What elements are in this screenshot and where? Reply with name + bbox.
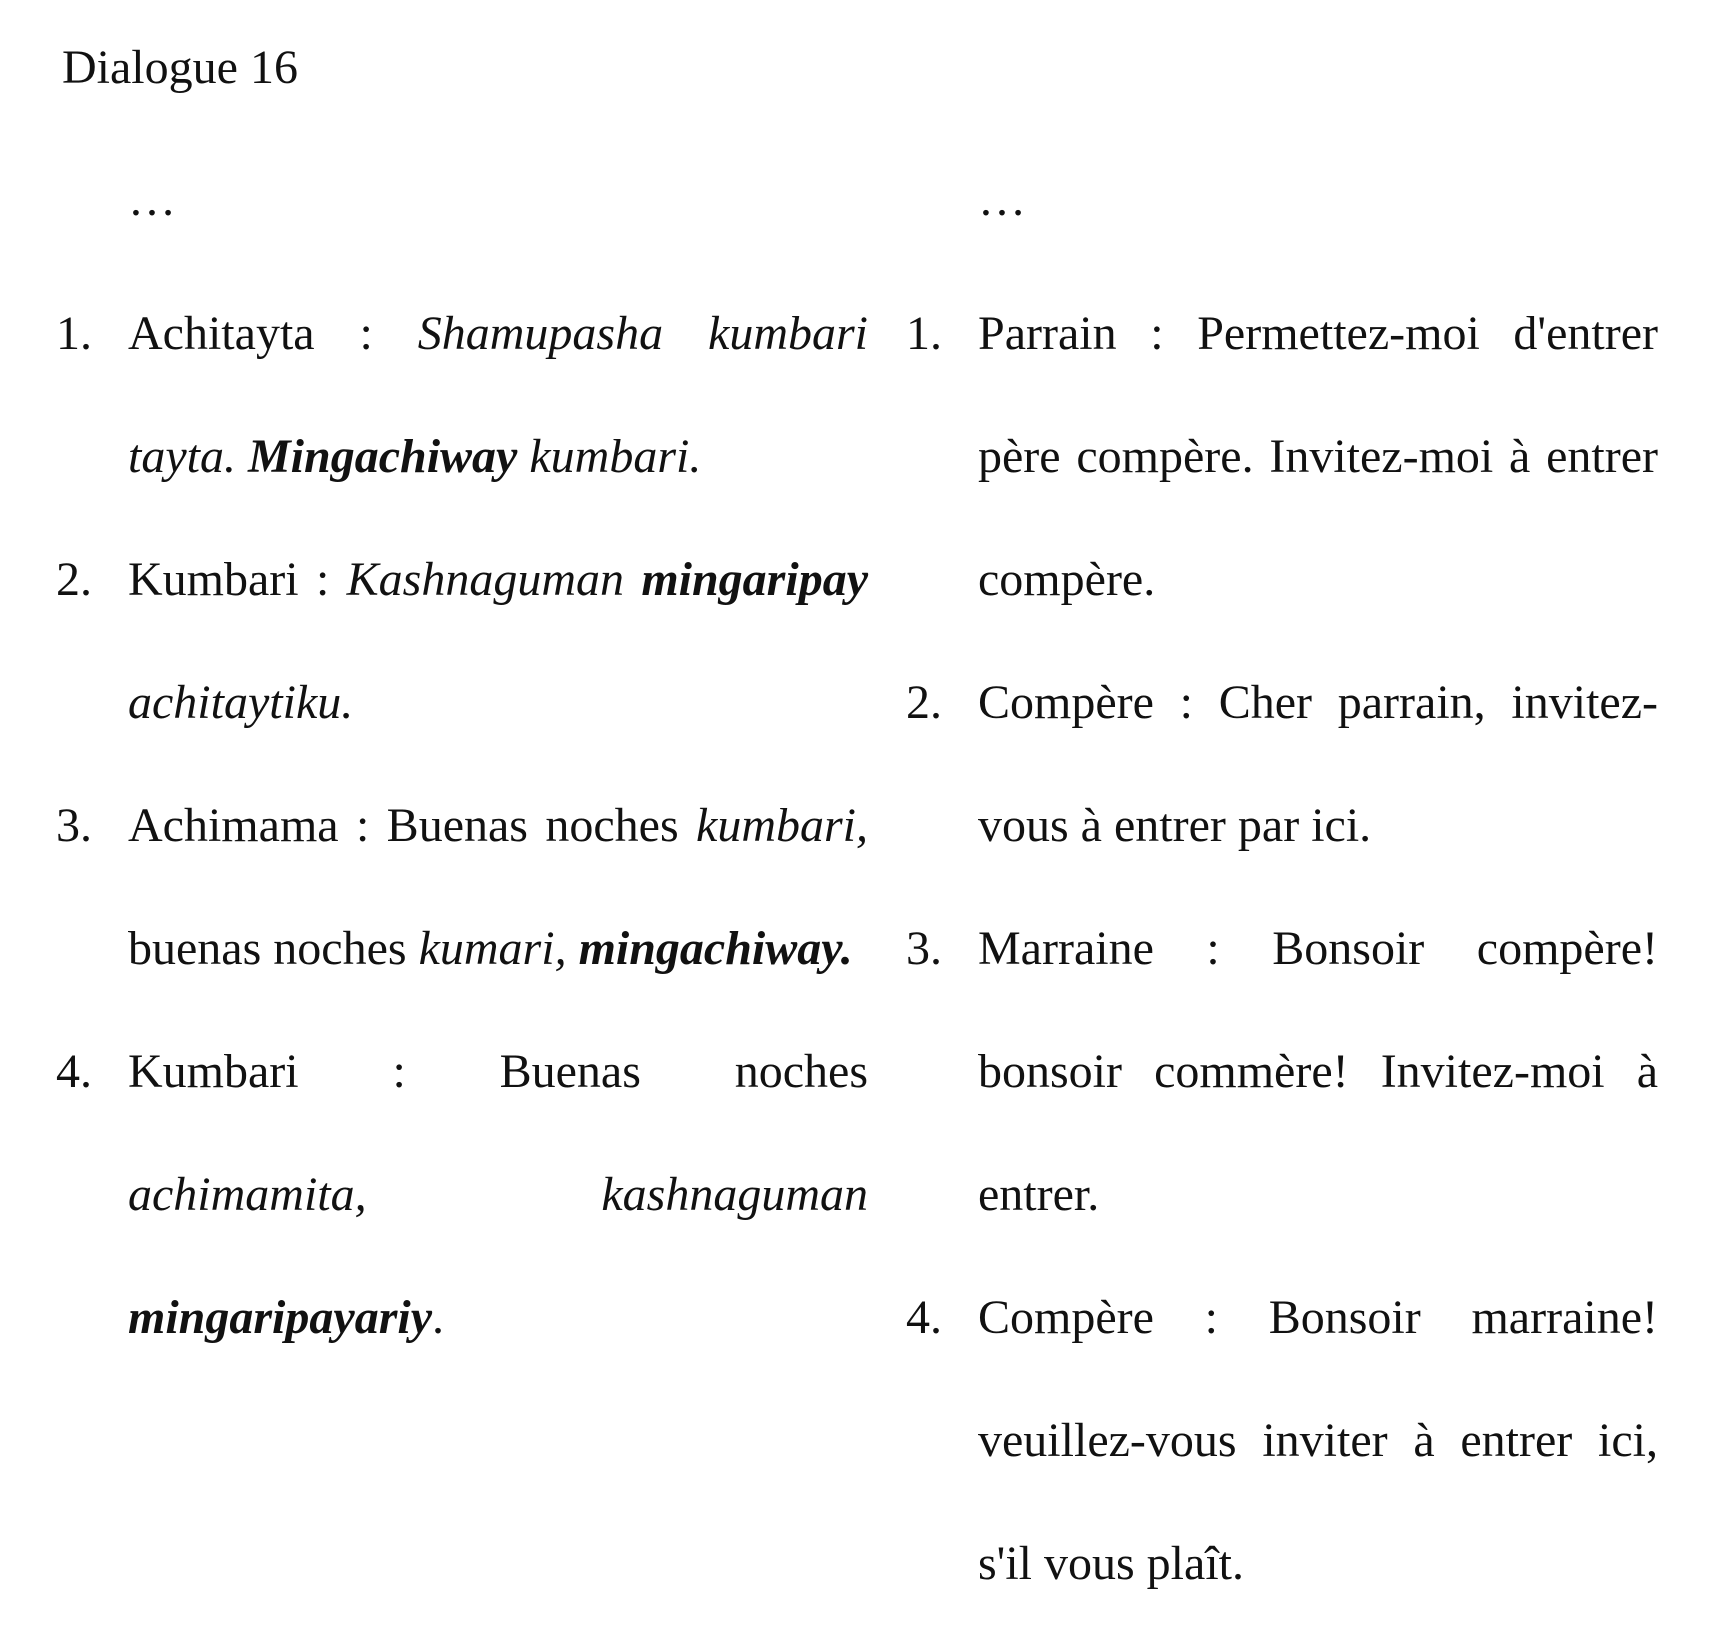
dialogue-line (906, 641, 1658, 887)
speaker-label: Achitayta : (128, 307, 418, 360)
line-number: 4. (56, 1045, 92, 1098)
quechua-phrase: Shamupasha kumbari tayta. (128, 307, 869, 483)
line-number: 1. (906, 307, 942, 360)
line-text (128, 272, 868, 518)
line-text: Compère : Bonsoir marraine! veuillez-vous inviter à entrer ici, s'il vous plaît. (978, 1291, 1658, 1590)
quechua-phrase: kumbari, (696, 799, 868, 852)
dialogue-line (906, 272, 1658, 641)
ellipsis-left: … (128, 173, 176, 226)
french-dialogue-list (906, 272, 1658, 1625)
line-number: 3. (56, 799, 92, 852)
punctuation: . (432, 1291, 445, 1344)
quechua-phrase: achitaytiku. (128, 676, 354, 729)
key-word: Mingachiway (247, 430, 518, 483)
dialogue-line (906, 887, 1658, 1256)
line-text (128, 518, 868, 764)
line-number: 2. (906, 676, 942, 729)
quechua-phrase: kumbari. (517, 430, 702, 483)
line-text: Parrain : Permettez-moi d'entrer père compère. Invitez-moi à entrer compère. (978, 307, 1658, 606)
spacer-text (567, 922, 579, 975)
dialogue-line (906, 1256, 1658, 1625)
quechua-phrase: Kashnaguman (346, 553, 642, 606)
dialogue-line (56, 764, 868, 1010)
speaker-label: Achimama : Buenas noches (128, 799, 697, 852)
dialogue-line (56, 272, 868, 518)
quechua-dialogue-list (56, 272, 868, 1379)
line-text: Marraine : Bonsoir compère! bonsoir commère! Invitez-moi à entrer. (978, 922, 1658, 1221)
page-title: Dialogue 16 (62, 41, 298, 94)
line-number: 3. (906, 922, 942, 975)
line-number: 4. (906, 1291, 942, 1344)
line-number: 1. (56, 307, 92, 360)
line-text (128, 1010, 868, 1379)
spanish-phrase: buenas noches (128, 922, 419, 975)
line-text (128, 764, 868, 1010)
key-word: mingachiway. (578, 922, 853, 975)
key-word: mingaripay (641, 553, 868, 606)
speaker-label: Kumbari : Buenas noches (128, 1045, 868, 1098)
ellipsis-right: … (978, 173, 1026, 226)
dialogue-line (56, 518, 868, 764)
quechua-phrase: kumari, (418, 922, 567, 975)
quechua-phrase: achimamita, kashnaguman (128, 1168, 868, 1221)
speaker-label: Kumbari : (128, 553, 347, 606)
key-word: mingaripayariy (128, 1291, 433, 1344)
line-number: 2. (56, 553, 92, 606)
line-text: Compère : Cher parrain, invitez-vous à entrer par ici. (978, 676, 1658, 852)
dialogue-line (56, 1010, 868, 1379)
